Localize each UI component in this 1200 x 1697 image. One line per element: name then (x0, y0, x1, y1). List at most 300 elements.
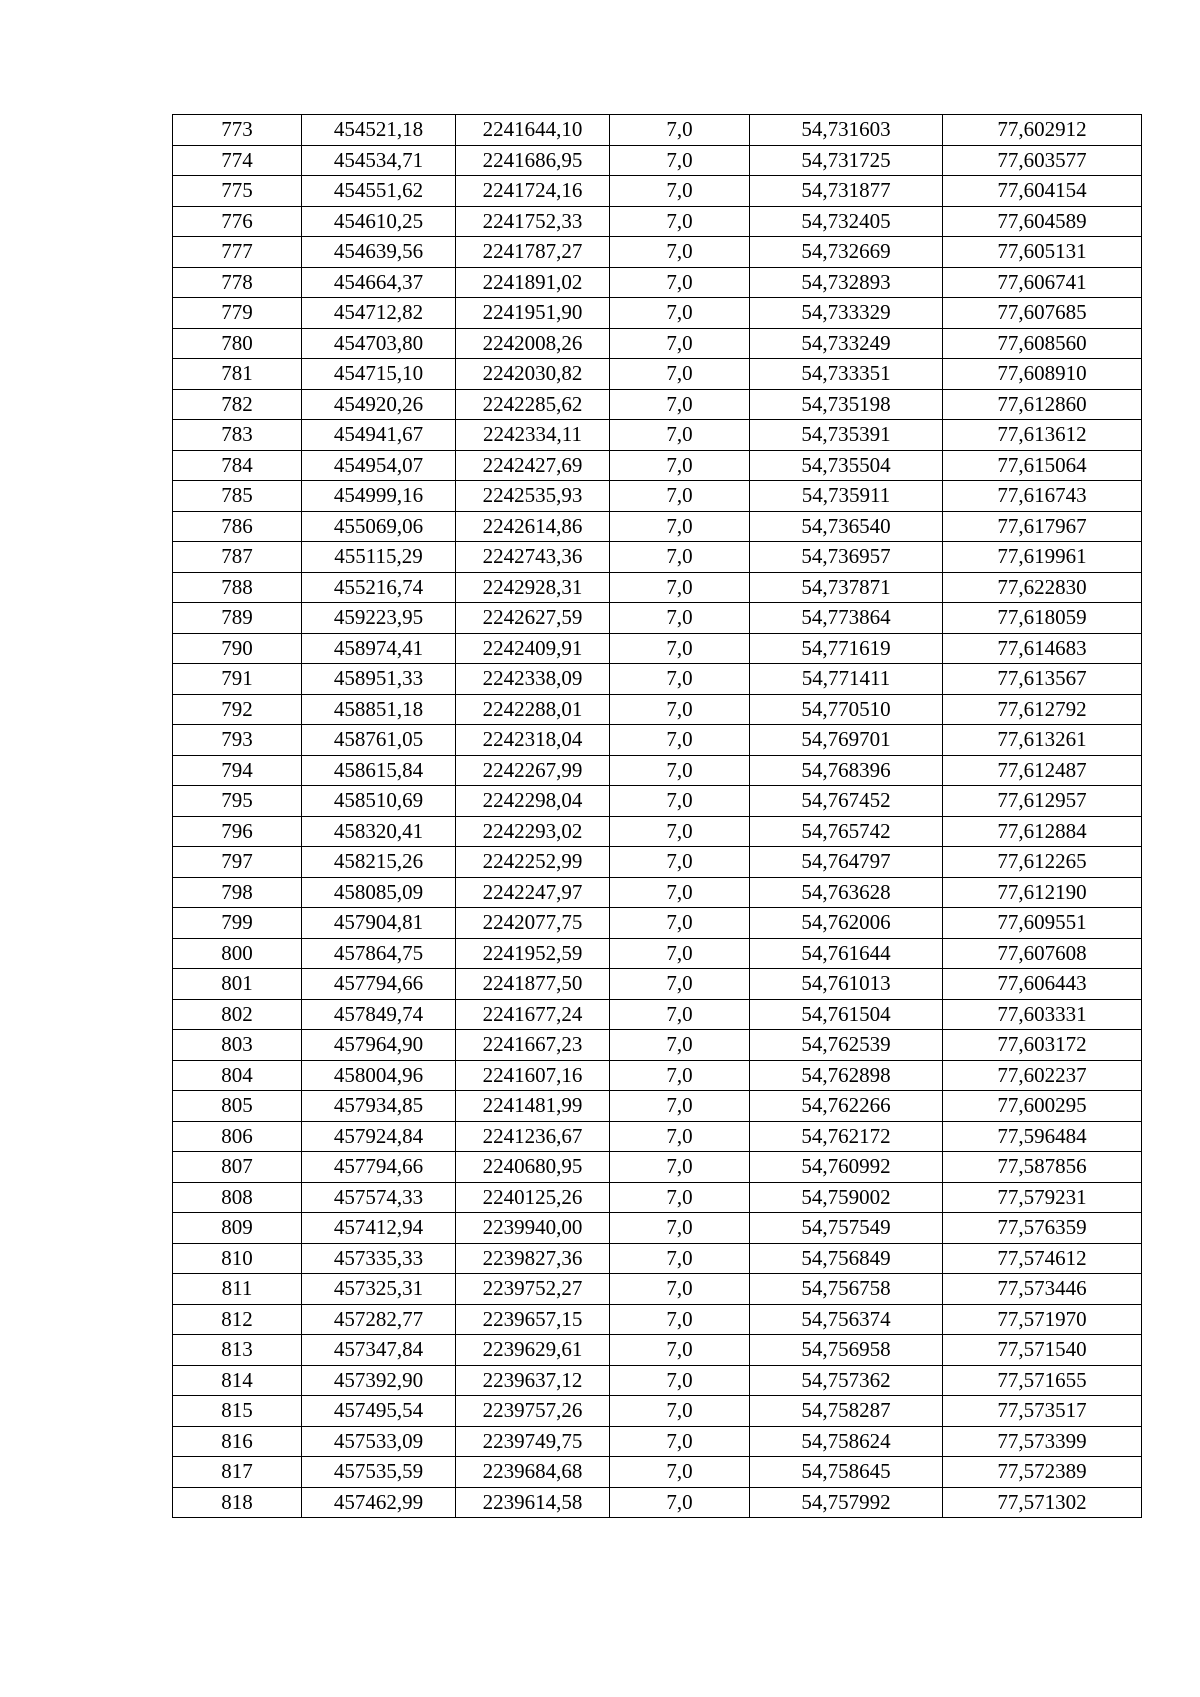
longitude-cell: 77,609551 (943, 908, 1142, 939)
value-cell: 7,0 (610, 1091, 750, 1122)
value-cell: 7,0 (610, 1365, 750, 1396)
point-number-cell: 798 (173, 877, 302, 908)
y-coordinate-cell: 2242267,99 (456, 755, 610, 786)
point-number-cell: 779 (173, 298, 302, 329)
y-coordinate-cell: 2239752,27 (456, 1274, 610, 1305)
longitude-cell: 77,612190 (943, 877, 1142, 908)
value-cell: 7,0 (610, 877, 750, 908)
x-coordinate-cell: 454521,18 (302, 115, 456, 146)
table-row (173, 237, 1142, 268)
y-coordinate-cell: 2242293,02 (456, 816, 610, 847)
y-coordinate-cell: 2242743,36 (456, 542, 610, 573)
longitude-cell: 77,605131 (943, 237, 1142, 268)
x-coordinate-cell: 454610,25 (302, 206, 456, 237)
value-cell: 7,0 (610, 664, 750, 695)
longitude-cell: 77,602237 (943, 1060, 1142, 1091)
latitude-cell: 54,736957 (750, 542, 943, 573)
value-cell: 7,0 (610, 1152, 750, 1183)
x-coordinate-cell: 457964,90 (302, 1030, 456, 1061)
coordinates-table (172, 114, 1142, 1518)
value-cell: 7,0 (610, 237, 750, 268)
value-cell: 7,0 (610, 755, 750, 786)
value-cell: 7,0 (610, 1487, 750, 1518)
y-coordinate-cell: 2241752,33 (456, 206, 610, 237)
longitude-cell: 77,606741 (943, 267, 1142, 298)
value-cell: 7,0 (610, 1060, 750, 1091)
latitude-cell: 54,735504 (750, 450, 943, 481)
table-row (173, 755, 1142, 786)
y-coordinate-cell: 2241667,23 (456, 1030, 610, 1061)
y-coordinate-cell: 2241236,67 (456, 1121, 610, 1152)
longitude-cell: 77,617967 (943, 511, 1142, 542)
longitude-cell: 77,607685 (943, 298, 1142, 329)
y-coordinate-cell: 2242247,97 (456, 877, 610, 908)
table-row (173, 115, 1142, 146)
value-cell: 7,0 (610, 1274, 750, 1305)
point-number-cell: 802 (173, 999, 302, 1030)
table-row (173, 633, 1142, 664)
table-row (173, 1213, 1142, 1244)
latitude-cell: 54,762898 (750, 1060, 943, 1091)
latitude-cell: 54,735198 (750, 389, 943, 420)
x-coordinate-cell: 457924,84 (302, 1121, 456, 1152)
table-row (173, 1030, 1142, 1061)
value-cell: 7,0 (610, 298, 750, 329)
table-row (173, 511, 1142, 542)
longitude-cell: 77,606443 (943, 969, 1142, 1000)
latitude-cell: 54,773864 (750, 603, 943, 634)
table-row (173, 1304, 1142, 1335)
latitude-cell: 54,736540 (750, 511, 943, 542)
x-coordinate-cell: 457347,84 (302, 1335, 456, 1366)
y-coordinate-cell: 2241724,16 (456, 176, 610, 207)
x-coordinate-cell: 458320,41 (302, 816, 456, 847)
longitude-cell: 77,603331 (943, 999, 1142, 1030)
value-cell: 7,0 (610, 359, 750, 390)
x-coordinate-cell: 457574,33 (302, 1182, 456, 1213)
point-number-cell: 774 (173, 145, 302, 176)
latitude-cell: 54,763628 (750, 877, 943, 908)
point-number-cell: 813 (173, 1335, 302, 1366)
value-cell: 7,0 (610, 115, 750, 146)
latitude-cell: 54,759002 (750, 1182, 943, 1213)
point-number-cell: 816 (173, 1426, 302, 1457)
y-coordinate-cell: 2242008,26 (456, 328, 610, 359)
longitude-cell: 77,618059 (943, 603, 1142, 634)
point-number-cell: 784 (173, 450, 302, 481)
value-cell: 7,0 (610, 999, 750, 1030)
value-cell: 7,0 (610, 267, 750, 298)
x-coordinate-cell: 455069,06 (302, 511, 456, 542)
table-row (173, 1121, 1142, 1152)
table-row (173, 450, 1142, 481)
x-coordinate-cell: 454534,71 (302, 145, 456, 176)
latitude-cell: 54,732405 (750, 206, 943, 237)
x-coordinate-cell: 454954,07 (302, 450, 456, 481)
x-coordinate-cell: 457535,59 (302, 1457, 456, 1488)
latitude-cell: 54,770510 (750, 694, 943, 725)
value-cell: 7,0 (610, 145, 750, 176)
value-cell: 7,0 (610, 908, 750, 939)
table-row (173, 267, 1142, 298)
table-row (173, 786, 1142, 817)
y-coordinate-cell: 2242535,93 (456, 481, 610, 512)
value-cell: 7,0 (610, 542, 750, 573)
table-row (173, 1365, 1142, 1396)
x-coordinate-cell: 457904,81 (302, 908, 456, 939)
y-coordinate-cell: 2242077,75 (456, 908, 610, 939)
x-coordinate-cell: 454712,82 (302, 298, 456, 329)
latitude-cell: 54,735391 (750, 420, 943, 451)
latitude-cell: 54,756374 (750, 1304, 943, 1335)
point-number-cell: 790 (173, 633, 302, 664)
x-coordinate-cell: 458510,69 (302, 786, 456, 817)
value-cell: 7,0 (610, 969, 750, 1000)
point-number-cell: 792 (173, 694, 302, 725)
latitude-cell: 54,756958 (750, 1335, 943, 1366)
value-cell: 7,0 (610, 481, 750, 512)
point-number-cell: 783 (173, 420, 302, 451)
table-row (173, 359, 1142, 390)
point-number-cell: 818 (173, 1487, 302, 1518)
value-cell: 7,0 (610, 206, 750, 237)
point-number-cell: 815 (173, 1396, 302, 1427)
latitude-cell: 54,762266 (750, 1091, 943, 1122)
y-coordinate-cell: 2242288,01 (456, 694, 610, 725)
point-number-cell: 817 (173, 1457, 302, 1488)
y-coordinate-cell: 2241952,59 (456, 938, 610, 969)
value-cell: 7,0 (610, 725, 750, 756)
x-coordinate-cell: 455216,74 (302, 572, 456, 603)
coordinates-table-body (173, 115, 1142, 1518)
point-number-cell: 781 (173, 359, 302, 390)
value-cell: 7,0 (610, 1457, 750, 1488)
longitude-cell: 77,604589 (943, 206, 1142, 237)
value-cell: 7,0 (610, 389, 750, 420)
table-row (173, 1274, 1142, 1305)
latitude-cell: 54,757549 (750, 1213, 943, 1244)
point-number-cell: 776 (173, 206, 302, 237)
y-coordinate-cell: 2239629,61 (456, 1335, 610, 1366)
point-number-cell: 793 (173, 725, 302, 756)
x-coordinate-cell: 458215,26 (302, 847, 456, 878)
table-row (173, 877, 1142, 908)
latitude-cell: 54,771411 (750, 664, 943, 695)
y-coordinate-cell: 2241951,90 (456, 298, 610, 329)
table-row (173, 389, 1142, 420)
x-coordinate-cell: 457533,09 (302, 1426, 456, 1457)
value-cell: 7,0 (610, 1121, 750, 1152)
latitude-cell: 54,731877 (750, 176, 943, 207)
value-cell: 7,0 (610, 1182, 750, 1213)
longitude-cell: 77,616743 (943, 481, 1142, 512)
table-row (173, 298, 1142, 329)
latitude-cell: 54,764797 (750, 847, 943, 878)
x-coordinate-cell: 454639,56 (302, 237, 456, 268)
longitude-cell: 77,613567 (943, 664, 1142, 695)
latitude-cell: 54,762172 (750, 1121, 943, 1152)
table-row (173, 1182, 1142, 1213)
value-cell: 7,0 (610, 1396, 750, 1427)
longitude-cell: 77,615064 (943, 450, 1142, 481)
x-coordinate-cell: 458851,18 (302, 694, 456, 725)
longitude-cell: 77,613612 (943, 420, 1142, 451)
table-row (173, 1457, 1142, 1488)
value-cell: 7,0 (610, 603, 750, 634)
latitude-cell: 54,758624 (750, 1426, 943, 1457)
x-coordinate-cell: 457794,66 (302, 969, 456, 1000)
y-coordinate-cell: 2242427,69 (456, 450, 610, 481)
point-number-cell: 797 (173, 847, 302, 878)
y-coordinate-cell: 2239827,36 (456, 1243, 610, 1274)
point-number-cell: 806 (173, 1121, 302, 1152)
latitude-cell: 54,767452 (750, 786, 943, 817)
table-row (173, 999, 1142, 1030)
point-number-cell: 812 (173, 1304, 302, 1335)
point-number-cell: 811 (173, 1274, 302, 1305)
table-row (173, 1426, 1142, 1457)
table-row (173, 176, 1142, 207)
table-row (173, 664, 1142, 695)
x-coordinate-cell: 458761,05 (302, 725, 456, 756)
longitude-cell: 77,612265 (943, 847, 1142, 878)
latitude-cell: 54,733249 (750, 328, 943, 359)
table-row (173, 1060, 1142, 1091)
x-coordinate-cell: 457392,90 (302, 1365, 456, 1396)
point-number-cell: 801 (173, 969, 302, 1000)
value-cell: 7,0 (610, 847, 750, 878)
x-coordinate-cell: 457325,31 (302, 1274, 456, 1305)
point-number-cell: 803 (173, 1030, 302, 1061)
x-coordinate-cell: 455115,29 (302, 542, 456, 573)
latitude-cell: 54,757362 (750, 1365, 943, 1396)
point-number-cell: 782 (173, 389, 302, 420)
y-coordinate-cell: 2239657,15 (456, 1304, 610, 1335)
table-row (173, 938, 1142, 969)
latitude-cell: 54,771619 (750, 633, 943, 664)
latitude-cell: 54,765742 (750, 816, 943, 847)
latitude-cell: 54,758287 (750, 1396, 943, 1427)
latitude-cell: 54,756849 (750, 1243, 943, 1274)
longitude-cell: 77,602912 (943, 115, 1142, 146)
y-coordinate-cell: 2242928,31 (456, 572, 610, 603)
point-number-cell: 807 (173, 1152, 302, 1183)
longitude-cell: 77,600295 (943, 1091, 1142, 1122)
table-row (173, 816, 1142, 847)
table-row (173, 603, 1142, 634)
value-cell: 7,0 (610, 633, 750, 664)
longitude-cell: 77,612957 (943, 786, 1142, 817)
point-number-cell: 794 (173, 755, 302, 786)
table-row (173, 145, 1142, 176)
latitude-cell: 54,757992 (750, 1487, 943, 1518)
value-cell: 7,0 (610, 938, 750, 969)
longitude-cell: 77,603172 (943, 1030, 1142, 1061)
point-number-cell: 786 (173, 511, 302, 542)
value-cell: 7,0 (610, 1304, 750, 1335)
table-row (173, 908, 1142, 939)
longitude-cell: 77,573517 (943, 1396, 1142, 1427)
y-coordinate-cell: 2241891,02 (456, 267, 610, 298)
y-coordinate-cell: 2242252,99 (456, 847, 610, 878)
y-coordinate-cell: 2241644,10 (456, 115, 610, 146)
y-coordinate-cell: 2242285,62 (456, 389, 610, 420)
longitude-cell: 77,613261 (943, 725, 1142, 756)
longitude-cell: 77,608910 (943, 359, 1142, 390)
latitude-cell: 54,762539 (750, 1030, 943, 1061)
value-cell: 7,0 (610, 816, 750, 847)
point-number-cell: 775 (173, 176, 302, 207)
longitude-cell: 77,571655 (943, 1365, 1142, 1396)
y-coordinate-cell: 2242338,09 (456, 664, 610, 695)
x-coordinate-cell: 454703,80 (302, 328, 456, 359)
longitude-cell: 77,619961 (943, 542, 1142, 573)
y-coordinate-cell: 2241686,95 (456, 145, 610, 176)
latitude-cell: 54,756758 (750, 1274, 943, 1305)
longitude-cell: 77,607608 (943, 938, 1142, 969)
y-coordinate-cell: 2242298,04 (456, 786, 610, 817)
x-coordinate-cell: 458951,33 (302, 664, 456, 695)
x-coordinate-cell: 457495,54 (302, 1396, 456, 1427)
x-coordinate-cell: 458085,09 (302, 877, 456, 908)
point-number-cell: 789 (173, 603, 302, 634)
table-row (173, 420, 1142, 451)
longitude-cell: 77,612860 (943, 389, 1142, 420)
x-coordinate-cell: 454664,37 (302, 267, 456, 298)
y-coordinate-cell: 2240680,95 (456, 1152, 610, 1183)
y-coordinate-cell: 2241677,24 (456, 999, 610, 1030)
x-coordinate-cell: 457282,77 (302, 1304, 456, 1335)
point-number-cell: 795 (173, 786, 302, 817)
latitude-cell: 54,761504 (750, 999, 943, 1030)
x-coordinate-cell: 457335,33 (302, 1243, 456, 1274)
longitude-cell: 77,576359 (943, 1213, 1142, 1244)
latitude-cell: 54,762006 (750, 908, 943, 939)
longitude-cell: 77,574612 (943, 1243, 1142, 1274)
latitude-cell: 54,732669 (750, 237, 943, 268)
latitude-cell: 54,761644 (750, 938, 943, 969)
point-number-cell: 777 (173, 237, 302, 268)
table-row (173, 1335, 1142, 1366)
longitude-cell: 77,614683 (943, 633, 1142, 664)
y-coordinate-cell: 2242030,82 (456, 359, 610, 390)
value-cell: 7,0 (610, 1213, 750, 1244)
longitude-cell: 77,604154 (943, 176, 1142, 207)
x-coordinate-cell: 457794,66 (302, 1152, 456, 1183)
longitude-cell: 77,571970 (943, 1304, 1142, 1335)
x-coordinate-cell: 454941,67 (302, 420, 456, 451)
table-row (173, 481, 1142, 512)
longitude-cell: 77,612792 (943, 694, 1142, 725)
latitude-cell: 54,768396 (750, 755, 943, 786)
y-coordinate-cell: 2241481,99 (456, 1091, 610, 1122)
longitude-cell: 77,612884 (943, 816, 1142, 847)
point-number-cell: 785 (173, 481, 302, 512)
latitude-cell: 54,733329 (750, 298, 943, 329)
table-row (173, 969, 1142, 1000)
x-coordinate-cell: 457864,75 (302, 938, 456, 969)
point-number-cell: 804 (173, 1060, 302, 1091)
y-coordinate-cell: 2242614,86 (456, 511, 610, 542)
latitude-cell: 54,761013 (750, 969, 943, 1000)
longitude-cell: 77,622830 (943, 572, 1142, 603)
x-coordinate-cell: 457462,99 (302, 1487, 456, 1518)
longitude-cell: 77,571540 (943, 1335, 1142, 1366)
x-coordinate-cell: 458004,96 (302, 1060, 456, 1091)
point-number-cell: 810 (173, 1243, 302, 1274)
longitude-cell: 77,596484 (943, 1121, 1142, 1152)
latitude-cell: 54,760992 (750, 1152, 943, 1183)
longitude-cell: 77,572389 (943, 1457, 1142, 1488)
longitude-cell: 77,573446 (943, 1274, 1142, 1305)
latitude-cell: 54,732893 (750, 267, 943, 298)
x-coordinate-cell: 457934,85 (302, 1091, 456, 1122)
latitude-cell: 54,731725 (750, 145, 943, 176)
longitude-cell: 77,573399 (943, 1426, 1142, 1457)
y-coordinate-cell: 2240125,26 (456, 1182, 610, 1213)
table-row (173, 1152, 1142, 1183)
longitude-cell: 77,612487 (943, 755, 1142, 786)
value-cell: 7,0 (610, 328, 750, 359)
y-coordinate-cell: 2239614,58 (456, 1487, 610, 1518)
y-coordinate-cell: 2242334,11 (456, 420, 610, 451)
x-coordinate-cell: 459223,95 (302, 603, 456, 634)
value-cell: 7,0 (610, 1243, 750, 1274)
value-cell: 7,0 (610, 420, 750, 451)
value-cell: 7,0 (610, 1426, 750, 1457)
table-row (173, 1487, 1142, 1518)
longitude-cell: 77,587856 (943, 1152, 1142, 1183)
longitude-cell: 77,579231 (943, 1182, 1142, 1213)
point-number-cell: 788 (173, 572, 302, 603)
latitude-cell: 54,769701 (750, 725, 943, 756)
point-number-cell: 800 (173, 938, 302, 969)
table-row (173, 328, 1142, 359)
value-cell: 7,0 (610, 786, 750, 817)
point-number-cell: 808 (173, 1182, 302, 1213)
latitude-cell: 54,731603 (750, 115, 943, 146)
longitude-cell: 77,603577 (943, 145, 1142, 176)
table-row (173, 572, 1142, 603)
y-coordinate-cell: 2242318,04 (456, 725, 610, 756)
table-row (173, 206, 1142, 237)
y-coordinate-cell: 2239749,75 (456, 1426, 610, 1457)
point-number-cell: 796 (173, 816, 302, 847)
point-number-cell: 805 (173, 1091, 302, 1122)
value-cell: 7,0 (610, 694, 750, 725)
x-coordinate-cell: 454920,26 (302, 389, 456, 420)
y-coordinate-cell: 2239940,00 (456, 1213, 610, 1244)
point-number-cell: 773 (173, 115, 302, 146)
table-row (173, 847, 1142, 878)
table-row (173, 694, 1142, 725)
x-coordinate-cell: 458974,41 (302, 633, 456, 664)
point-number-cell: 778 (173, 267, 302, 298)
table-row (173, 542, 1142, 573)
table-row (173, 725, 1142, 756)
y-coordinate-cell: 2239637,12 (456, 1365, 610, 1396)
x-coordinate-cell: 454551,62 (302, 176, 456, 207)
point-number-cell: 809 (173, 1213, 302, 1244)
x-coordinate-cell: 454715,10 (302, 359, 456, 390)
point-number-cell: 814 (173, 1365, 302, 1396)
latitude-cell: 54,737871 (750, 572, 943, 603)
latitude-cell: 54,735911 (750, 481, 943, 512)
point-number-cell: 780 (173, 328, 302, 359)
table-row (173, 1091, 1142, 1122)
x-coordinate-cell: 457849,74 (302, 999, 456, 1030)
table-row (173, 1396, 1142, 1427)
